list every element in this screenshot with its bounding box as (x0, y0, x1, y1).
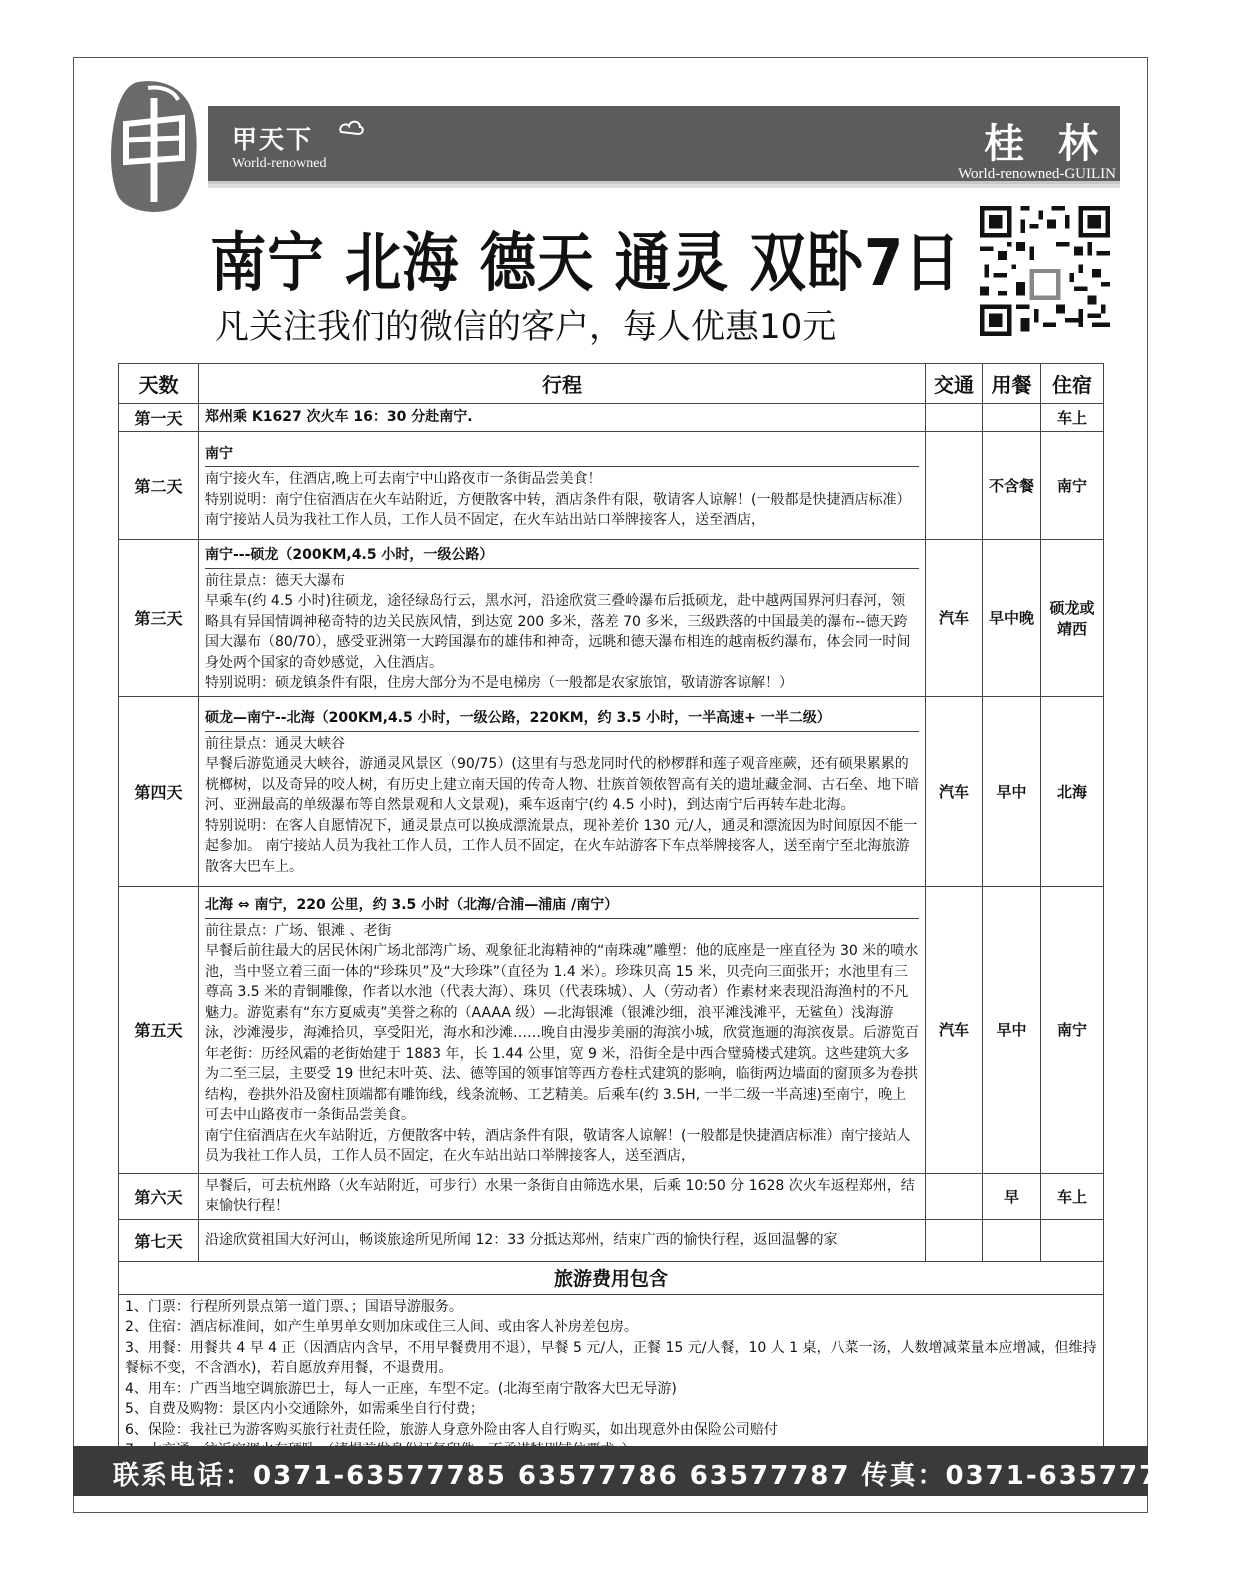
col-header-day: 天数 (119, 364, 199, 404)
route-detail: 前往景点：广场、银滩 、老街 早餐后前往最大的居民休闲广场北部湾广场、观象征北海精神的“南珠魂”雕塑：他的底座是一座直径为 30 米的喷水池，当中竖立着三面一体的“珍珠贝”及“大珍珠”（直径为 1.4 米）。珍珠贝高 15 米，贝壳向三面张开；水池里有三尊高 3.5 米的青铜雕像，作者以水池（代表大海）、珠贝（代表珠城）、人（劳动者）作素材来表现沿海渔村的不凡魅力。游览素有“东方夏威夷”美誉之称的（AAAA 级）—北海银滩（银滩沙细，浪平滩浅滩平，无鲨鱼）浅海游泳，沙滩漫步，海滩拾贝，享受阳光，海水和沙滩……晚自由漫步美丽的海滨小城，欣赏迤逦的海滨夜景。后游览百年老街：历经风霜的老街始建于 1883 年，长 1.44 公里，宽 9 米，沿街全是中西合璧骑楼式建筑。这些建筑大多为二至三层，主要受 19 世纪末叶英、法、德等国的领事馆等西方卷柱式建筑的影响，临街两边墙面的窗顶多为卷拱结构，卷拱外沿及窗柱顶端都有雕饰线，线条流畅、工艺精美。后乘车(约 3.5H, 一半二级一半高速)至南宁，晚上可去中山路夜市一条街品尝美食。 南宁住宿酒店在火车站附近，方便散客中转，酒店条件有限，敬请客人谅解！(一般都是快捷酒店标准）南宁接站人员为我社工作人员，工作人员不固定，在火车站出站口举牌接客人，送至酒店， (205, 922, 919, 1165)
fees-body-row (119, 1294, 1104, 1463)
city-tagline: World-renowned-GUILIN (958, 166, 1116, 182)
day-label: 第一天 (119, 404, 199, 432)
day-transport (926, 404, 983, 432)
brand-logo-icon (108, 78, 200, 214)
day-route: 早餐后，可去杭州路（火车站附近，可步行）水果一条街自由筛选水果，后乘 10:50 分 1628 次火车返程郑州，结束愉快行程！ (199, 1173, 926, 1219)
day-stay (1041, 1219, 1104, 1261)
table-row-day5 (119, 886, 1104, 1173)
fees-list: 1、门票：行程所列景点第一道门票、；国语导游服务。 2、住宿：酒店标准间，如产生单男单女则加床或住三人间、或由客人补房差包房。 3、用餐：用餐共 4 早 4 正（因酒店内含早，不用早餐费用不退），早餐 5 元/人，正餐 15 元/人餐，10 人 1 桌，八菜一汤，人数增减菜量本应增减，但维持餐标不变，不含酒水)，若自愿放弃用餐，不退费用。 4、用车：广西当地空调旅游巴士，每人一正座，车型不定。(北海至南宁散客大巴无导游) 5、自费及购物：景区内小交通除外，如需乘坐自行付费； 6、保险：我社已为游客购买旅行社责任险，旅游人身意外险由客人自行购买，如出现意外由保险公司赔付 (119, 1294, 1104, 1463)
day-label: 第五天 (119, 886, 199, 1173)
day-stay: 北海 (1041, 696, 1104, 886)
day-route: 郑州乘 K1627 次火车 16：30 分赴南宁. (199, 404, 926, 432)
day-transport (926, 1173, 983, 1219)
day-route (199, 432, 926, 540)
day-transport (926, 1219, 983, 1261)
col-header-meal: 用餐 (983, 364, 1041, 404)
day-label: 第六天 (119, 1173, 199, 1219)
day-route (199, 696, 926, 886)
route-detail: 前往景点：德天大瀑布 早乘车(约 4.5 小时)往硕龙，途径绿岛行云，黑水河，沿途欣赏三叠岭瀑布后抵硕龙，赴中越两国界河归春河，领略具有异国情调神秘奇特的边关民族风情，到达宽 200 多米，落差 70 多米，三级跌落的中国最美的瀑布--德天跨国大瀑布（80/70），感受亚洲第一大跨国瀑布的雄伟和神奇，远眺和德天瀑布相连的越南板约瀑布，体会同一时间身处两个国家的奇妙感觉，入住酒店。 特别说明：硕龙镇条件有限，住房大部分为不是电梯房（一般都是农家旅馆，敬请游客谅解！） (205, 572, 911, 691)
day-meal: 早中 (983, 696, 1041, 886)
city-name: 桂 林 (984, 120, 1108, 167)
fees-title: 旅游费用包含 (119, 1261, 1104, 1294)
route-heading: 北海 ⇔ 南宁，220 公里，约 3.5 小时（北海/合浦—浦庙 /南宁） (205, 892, 919, 919)
day-route: 沿途欣赏祖国大好河山，畅谈旅途所见所闻 12：33 分抵达郑州，结束广西的愉快行程，返回温馨的家 (199, 1219, 926, 1261)
day-transport: 汽车 (926, 696, 983, 886)
day-stay: 硕龙或靖西 (1041, 540, 1104, 697)
day-label: 第二天 (119, 432, 199, 540)
day-label: 第四天 (119, 696, 199, 886)
route-detail: 南宁接火车，住酒店,晚上可去南宁中山路夜市一条街品尝美食！ 特别说明：南宁住宿酒店在火车站附近，方便散客中转，酒店条件有限，敬请客人谅解！(一般都是快捷酒店标准）南宁接站人员为我社工作人员，工作人员不固定，在火车站出站口举牌接客人，送至酒店， (205, 471, 911, 528)
table-row-day4 (119, 696, 1104, 886)
day-label: 第七天 (119, 1219, 199, 1261)
table-row-day1 (119, 404, 1104, 432)
day-route (199, 886, 926, 1173)
page-title: 南宁 北海 德天 通灵 双卧7日 (210, 227, 962, 301)
col-header-route: 行程 (199, 364, 926, 404)
brand-name: 甲天下 (232, 125, 314, 154)
day-stay: 南宁 (1041, 432, 1104, 540)
itinerary-table (118, 363, 1104, 1464)
contact-footer (73, 1446, 1200, 1496)
fees-title-row (119, 1261, 1104, 1294)
day-stay: 南宁 (1041, 886, 1104, 1173)
table-row-day7 (119, 1219, 1104, 1261)
day-stay: 车上 (1041, 1173, 1104, 1219)
table-row-day6 (119, 1173, 1104, 1219)
contact-info: 联系电话：0371-63577785 63577786 63577787 传真：0371-63577787 (113, 1461, 1200, 1491)
day-meal: 不含餐 (983, 432, 1041, 540)
day-route (199, 540, 926, 697)
route-detail: 前往景点：通灵大峡谷 早餐后游览通灵大峡谷，游通灵风景区（90/75）(这里有与恐龙同时代的桫椤群和莲子观音座蕨，还有硕果累累的桄榔树，以及奇异的咬人树，有历史上建立南天国的传奇人物、壮族首领侬智高有关的遗址藏金洞、古石垒、地下暗河、亚洲最高的单级瀑布等自然景观和人文景观)，乘车返南宁(约 4.5 小时)，到达南宁后再转车赴北海。 特别说明：在客人自愿情况下，通灵景点可以换成漂流景点，现补差价 130 元/人，通灵和漂流因为时间原因不能一起参加。 南宁接站人员为我社工作人员，工作人员不固定，在火车站游客下车点举牌接客人，送至南宁至北海旅游散客大巴车上。 (205, 735, 919, 875)
day-stay: 车上 (1041, 404, 1104, 432)
wechat-qr-code-icon[interactable] (980, 206, 1110, 336)
day-meal (983, 404, 1041, 432)
cloud-ornament-icon (338, 118, 364, 138)
col-header-stay: 住宿 (1041, 364, 1104, 404)
route-heading: 南宁---硕龙（200KM,4.5 小时，一级公路） (205, 542, 919, 569)
table-row-day3 (119, 540, 1104, 697)
col-header-transport: 交通 (926, 364, 983, 404)
table-header-row (119, 364, 1104, 404)
day-transport: 汽车 (926, 540, 983, 697)
route-heading: 硕龙—南宁--北海（200KM,4.5 小时，一级公路，220KM，约 3.5 小时，一半高速+ 一半二级） (205, 705, 919, 732)
day-meal: 早中晚 (983, 540, 1041, 697)
brand-tagline: World-renowned (232, 156, 327, 171)
promo-subtitle: 凡关注我们的微信的客户，每人优惠10元 (215, 307, 837, 347)
route-heading: 南宁 (205, 441, 919, 468)
banner-underline (208, 184, 1120, 188)
day-meal: 早中 (983, 886, 1041, 1173)
day-label: 第三天 (119, 540, 199, 697)
table-row-day2 (119, 432, 1104, 540)
day-meal (983, 1219, 1041, 1261)
day-transport: 汽车 (926, 886, 983, 1173)
day-transport (926, 432, 983, 540)
day-meal: 早 (983, 1173, 1041, 1219)
